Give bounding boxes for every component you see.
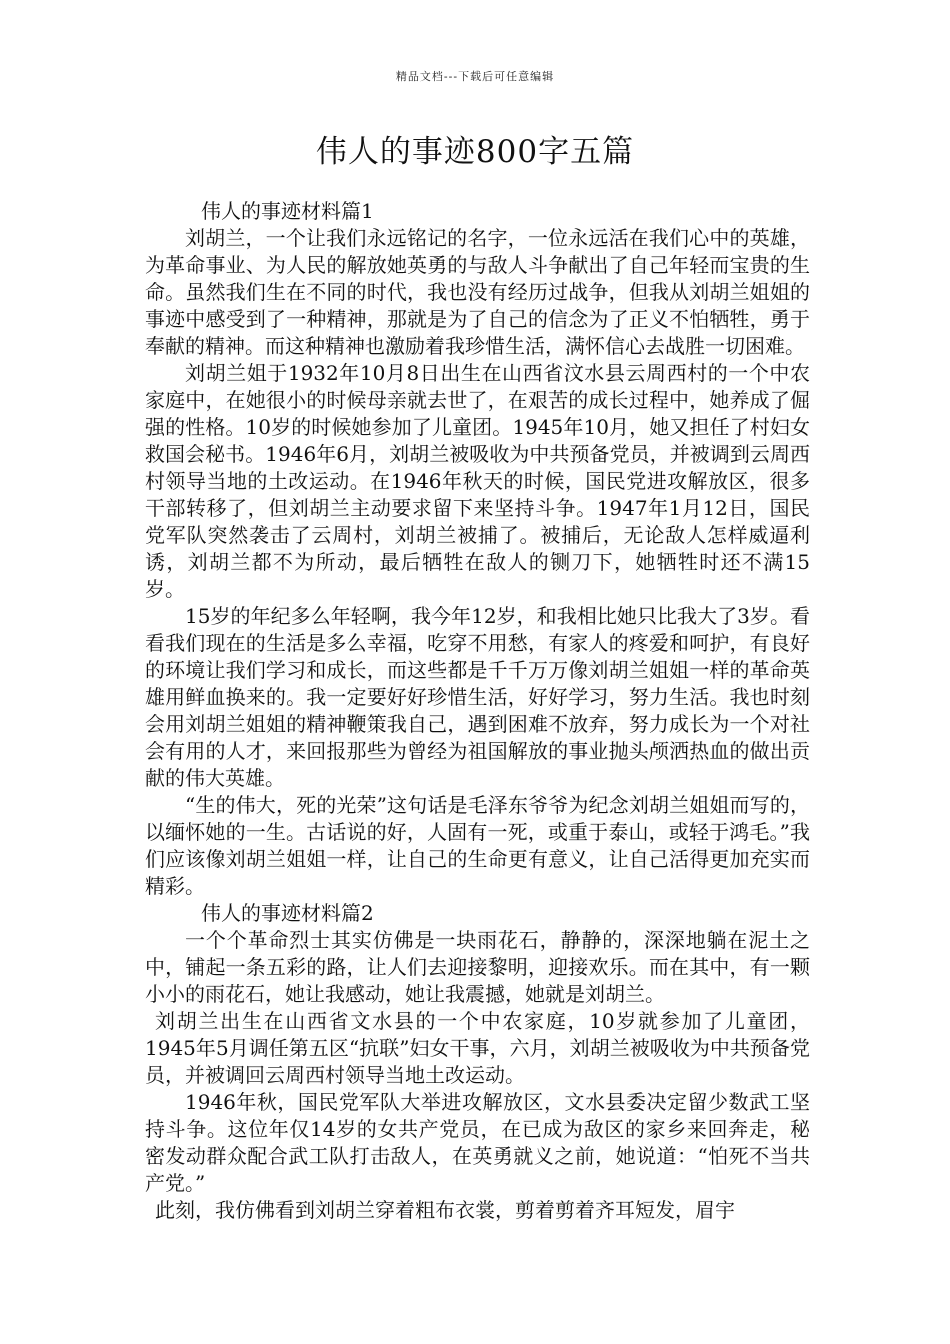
section-heading-2: 伟人的事迹材料篇2 — [201, 901, 374, 925]
paragraph-1: 刘胡兰，一个让我们永远铭记的名字，一位永远活在我们心中的英雄，为革命事业、为人民的解放她英勇的与敌人斗争献出了自己年轻而宝贵的生命。虽然我们生在不同的时代，我也没有经历过战争，但我从刘胡兰姐姐的事迹中感受到了一种精神，那就是为了自己的信念为了正义不怕牺牲，勇于奉献的精神。而这种精神也激励着我珍惜生活，满怀信心去战胜一切困难。 — [145, 226, 810, 358]
paragraph-7: 1946年秋，国民党军队大举进攻解放区，文水县委决定留少数武工坚持斗争。这位年仅14岁的女共产党员，在已成为敌区的家乡来回奔走，秘密发动群众配合武工队打击敌人，在英勇就义之前，她说道：“怕死不当共产党。” — [145, 1090, 810, 1195]
paragraph-8: 此刻，我仿佛看到刘胡兰穿着粗布衣裳，剪着剪着齐耳短发，眉宇 — [155, 1198, 735, 1222]
paragraph-2: 刘胡兰姐于1932年10月8日出生在山西省汶水县云周西村的一个中农家庭中，在她很小的时候母亲就去世了，在艰苦的成长过程中，她养成了倔强的性格。10岁的时候她参加了儿童团。1945年10月，她又担任了村妇女救国会秘书。1946年6月，刘胡兰被吸收为中共预备党员，并被调到云周西村领导当地的土改运动。在1946年秋天的时候，国民党进攻解放区，很多干部转移了，但刘胡兰主动要求留下来坚持斗争。1947年1月12日，国民党军队突然袭击了云周村，刘胡兰被捕了。被捕后，无论敌人怎样威逼利诱，刘胡兰都不为所动，最后牺牲在敌人的铡刀下，她牺牲时还不满15岁。 — [145, 361, 810, 601]
paragraph-6: 刘胡兰出生在山西省文水县的一个中农家庭，10岁就参加了儿童团，1945年5月调任第五区“抗联”妇女干事，六月，刘胡兰被吸收为中共预备党员，并被调回云周西村领导当地土改运动。 — [145, 1009, 810, 1087]
document-body — [145, 198, 810, 1224]
section-heading-1: 伟人的事迹材料篇1 — [201, 199, 374, 223]
paragraph-4: “生的伟大，死的光荣”这句话是毛泽东爷爷为纪念刘胡兰姐姐而写的，以缅怀她的一生。古话说的好，人固有一死，或重于泰山，或轻于鸿毛。”我们应该像刘胡兰姐姐一样，让自己的生命更有意义，让自己活得更加充实而精彩。 — [145, 793, 810, 898]
document-title: 伟人的事迹800字五篇 — [315, 134, 635, 170]
header-note: 精品文档---下载后可任意编辑 — [395, 70, 555, 83]
paragraph-5: 一个个革命烈士其实仿佛是一块雨花石，静静的，深深地躺在泥土之中，铺起一条五彩的路，让人们去迎接黎明，迎接欢乐。而在其中，有一颗小小的雨花石，她让我感动，她让我震撼，她就是刘胡兰。 — [145, 928, 810, 1006]
paragraph-3: 15岁的年纪多么年轻啊，我今年12岁，和我相比她只比我大了3岁。看看我们现在的生活是多么幸福，吃穿不用愁，有家人的疼爱和呵护，有良好的环境让我们学习和成长，而这些都是千千万万像刘胡兰姐姐一样的革命英雄用鲜血换来的。我一定要好好珍惜生活，好好学习，努力生活。我也时刻会用刘胡兰姐姐的精神鞭策我自己，遇到困难不放弃，努力成长为一个对社会有用的人才，来回报那些为曾经为祖国解放的事业抛头颅洒热血的做出贡献的伟大英雄。 — [145, 604, 810, 790]
